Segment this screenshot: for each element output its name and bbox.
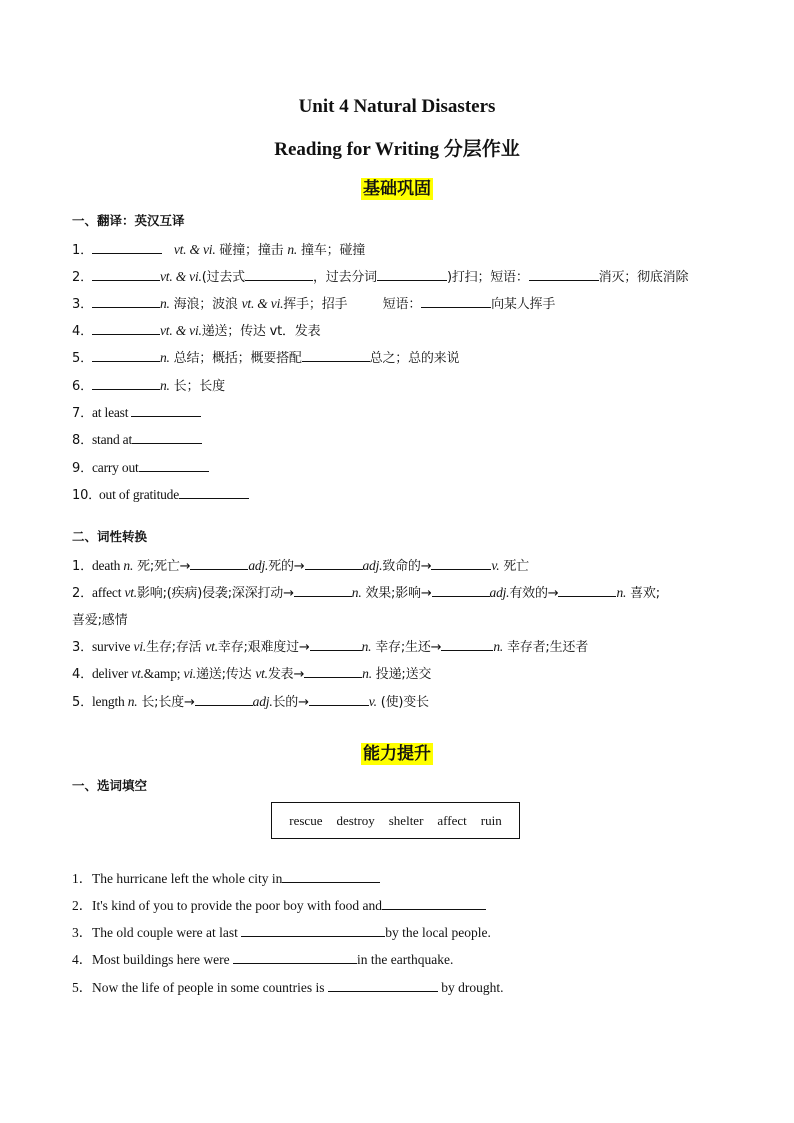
word-bank-box (271, 802, 520, 839)
translation-item-3: 3． n. 海浪；波浪 vt. & vi.挥手；招手 短语： 向某人挥手 (72, 296, 556, 312)
answer-blank[interactable] (131, 404, 201, 417)
subtitle-chinese: 分层作业 (443, 138, 520, 160)
translation-item-6: 6． n. 长；长度 (72, 378, 225, 394)
wordform-item-5: 5．length n. 长;长度→ adj.长的→ v. (使)变长 (72, 694, 429, 710)
subtitle-english: Reading for Writing (274, 139, 444, 160)
section-advanced-heading: 能力提升 (363, 744, 431, 764)
word-bank-item: affect (437, 812, 467, 828)
fill-question-5: 5．Now the life of people in some countries is by drought. (72, 980, 504, 995)
part2-heading: 二、词性转换 (72, 529, 148, 544)
answer-blank[interactable] (245, 268, 313, 281)
translation-item-5: 5． n. 总结；概括；概要搭配 总之；总的来说 (72, 350, 460, 366)
answer-blank[interactable] (305, 557, 363, 570)
answer-blank[interactable] (195, 693, 253, 706)
section-basic-heading: 基础巩固 (363, 179, 431, 199)
answer-blank[interactable] (432, 584, 490, 597)
answer-blank[interactable] (309, 693, 369, 706)
answer-blank[interactable] (179, 486, 249, 499)
word-bank-item: destroy (336, 812, 375, 828)
answer-blank[interactable] (241, 924, 385, 937)
answer-blank[interactable] (233, 951, 357, 964)
wordform-item-2: 2．affect vt.影响;(疾病)侵袭;深深打动→ n. 效果;影响→ adj.有效的→ n. 喜欢; (72, 585, 660, 601)
word-bank-item: rescue (289, 812, 323, 828)
answer-blank[interactable] (377, 268, 447, 281)
answer-blank[interactable] (190, 557, 248, 570)
word-bank-item: shelter (388, 812, 424, 828)
translation-item-7: 7．at least (72, 402, 201, 421)
answer-blank[interactable] (92, 322, 160, 335)
wordform-item-2-wrap: 喜爱;感情 (72, 613, 128, 628)
answer-blank[interactable] (304, 665, 362, 678)
answer-blank[interactable] (92, 295, 160, 308)
translation-item-4: 4． vt. & vi.递送；传达 vt．发表 (72, 323, 321, 339)
answer-blank[interactable] (302, 349, 370, 362)
answer-blank[interactable] (328, 979, 438, 992)
part1-heading: 一、翻译：英汉互译 (72, 213, 185, 228)
fill-question-1: 1．The hurricane left the whole city in (72, 867, 380, 887)
wordform-item-1: 1．death n. 死;死亡→ adj.死的→ adj.致命的→ v. 死亡 (72, 558, 529, 574)
answer-blank[interactable] (294, 584, 352, 597)
answer-blank[interactable] (282, 870, 380, 883)
answer-blank[interactable] (441, 638, 493, 651)
answer-blank[interactable] (139, 459, 209, 472)
document-title: Unit 4 Natural Disasters (298, 96, 496, 117)
answer-blank[interactable] (92, 349, 160, 362)
answer-blank[interactable] (92, 268, 160, 281)
fill-question-4: 4．Most buildings here were in the earthquake. (72, 952, 454, 967)
wordform-item-3: 3．survive vi.生存;存活 vt.幸存;艰难度过→ n. 幸存;生还→ n. 幸存者;生还者 (72, 639, 588, 655)
word-bank-item: ruin (480, 812, 502, 828)
answer-blank[interactable] (382, 897, 486, 910)
translation-item-8: 8．stand at (72, 429, 202, 448)
answer-blank[interactable] (310, 638, 362, 651)
translation-item-9: 9．carry out (72, 457, 209, 476)
answer-blank[interactable] (92, 241, 162, 254)
document-subtitle (0, 134, 794, 161)
translation-item-1: 1． vt. & vi. 碰撞；撞击 n. 撞车；碰撞 (72, 242, 366, 258)
wordform-item-4: 4．deliver vt.&amp; vi.递送;传达 vt.发表→ n. 投递;送交 (72, 666, 432, 682)
translation-item-2: 2． vt. & vi.(过去式 ，过去分词 )打扫；短语： 消灭；彻底消除 (72, 269, 689, 285)
answer-blank[interactable] (558, 584, 616, 597)
fill-question-3: 3．The old couple were at last by the local people. (72, 925, 491, 940)
answer-blank[interactable] (529, 268, 599, 281)
fill-in-heading: 一、选词填空 (72, 778, 148, 793)
answer-blank[interactable] (421, 295, 491, 308)
answer-blank[interactable] (431, 557, 491, 570)
answer-blank[interactable] (132, 431, 202, 444)
fill-question-2: 2．It's kind of you to provide the poor boy with food and (72, 894, 486, 914)
translation-item-10: 10．out of gratitude (72, 484, 249, 503)
answer-blank[interactable] (92, 377, 160, 390)
